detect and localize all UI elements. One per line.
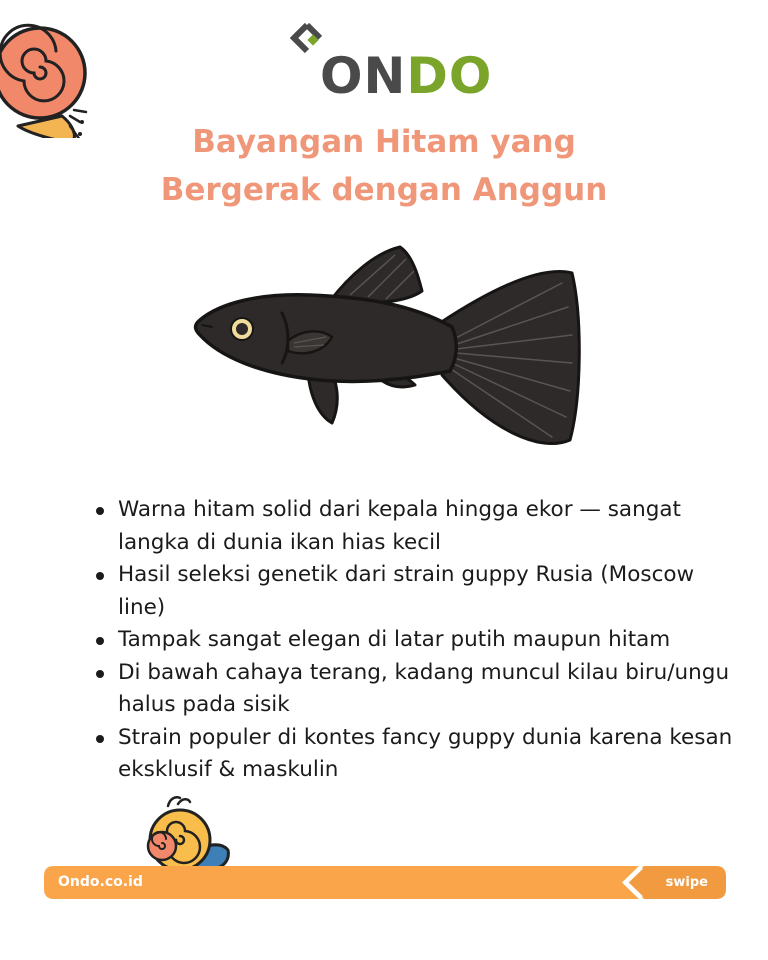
logo-part-1: ON <box>320 47 407 105</box>
list-item: Hasil seleksi genetik dari strain guppy Rusia (Moscow line) <box>94 559 734 624</box>
list-item: Warna hitam solid dari kepala hingga ekor — sangat langka di dunia ikan hias kecil <box>94 494 734 559</box>
brand-logo <box>290 22 493 105</box>
feature-list <box>94 494 734 787</box>
snail-icon <box>140 796 235 871</box>
footer-bar <box>44 866 726 899</box>
list-item: Strain populer di kontes fancy guppy dunia karena kesan eksklusif & maskulin <box>94 722 734 787</box>
list-item: Tampak sangat elegan di latar putih maupun hitam <box>94 624 734 657</box>
logo-part-2: DO <box>406 47 493 105</box>
swipe-button[interactable]: swipe <box>665 875 708 890</box>
logo-wordmark <box>320 48 492 104</box>
page-title <box>0 118 768 214</box>
site-url: Ondo.co.id <box>58 874 143 890</box>
title-line-1: Bayangan Hitam yang <box>192 124 576 160</box>
title-line-2: Bergerak dengan Anggun <box>160 172 608 208</box>
footer-bar-shape <box>44 866 726 899</box>
list-item: Di bawah cahaya terang, kadang muncul kilau biru/ungu halus pada sisik <box>94 657 734 722</box>
black-guppy-fish <box>190 245 590 460</box>
